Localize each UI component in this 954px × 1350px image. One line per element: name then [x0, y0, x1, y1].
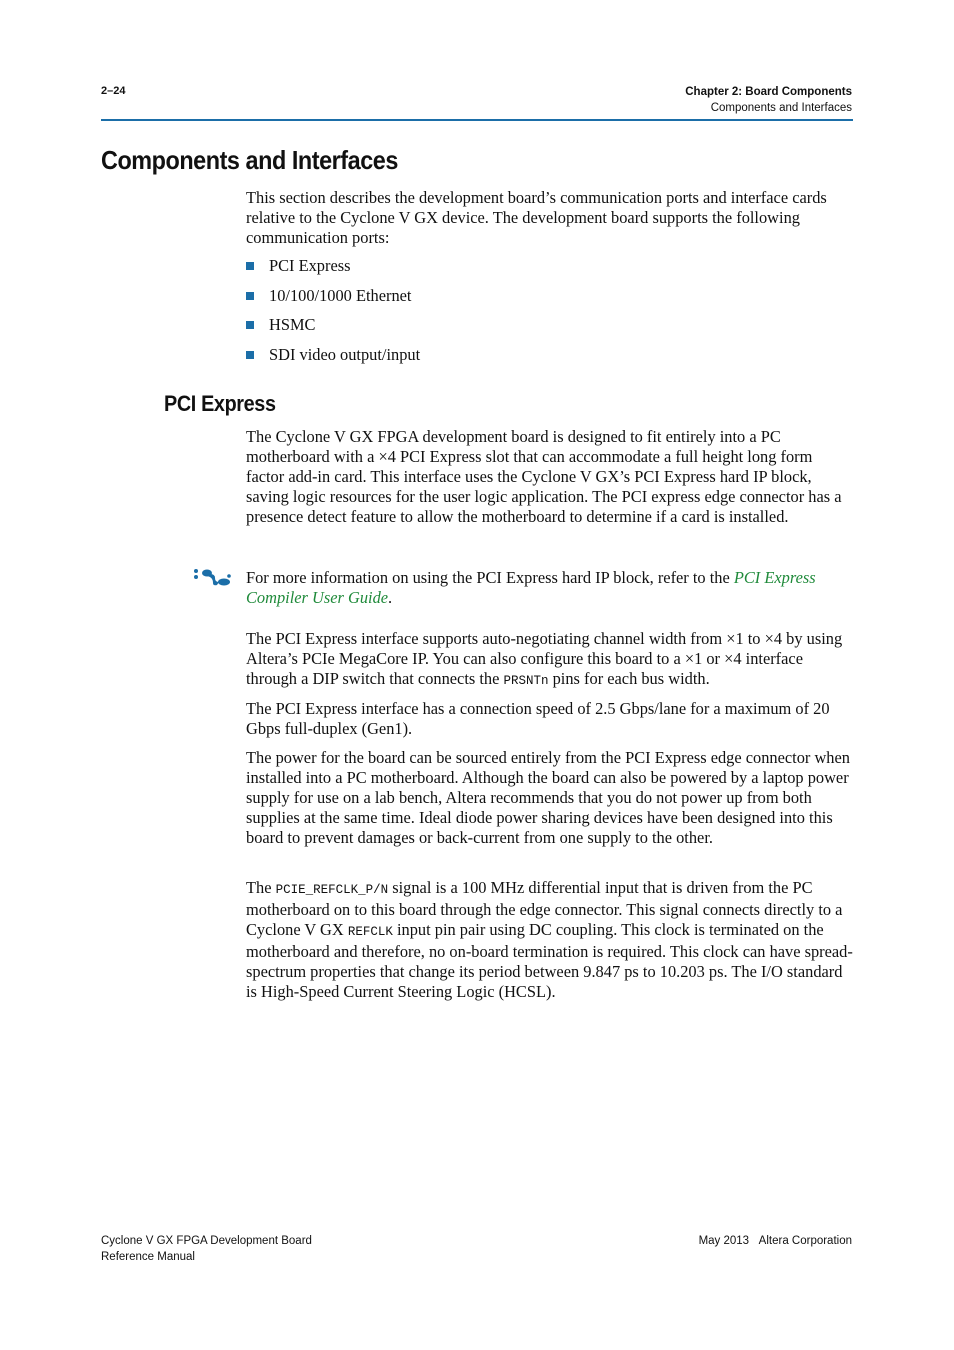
page-number: 2–24 [101, 85, 126, 97]
signal-name: PCIE_REFCLK_P/N [275, 883, 389, 897]
subsection-title: PCI Express [164, 391, 276, 416]
header-rule [101, 119, 853, 121]
pcie-paragraph-4: The power for the board can be sourced entirely from the PCI Express edge connector when installed into a PC motherboard. Although the board can also be powered by a laptop power supply for use on a lab bench, Altera recommends that you do not power up from both supplies at the same time. Ideal diode power sharing devices have been designed into this board to prevent damages or back-current from one supply to the other. [246, 748, 850, 847]
bullet-square-icon [246, 262, 254, 270]
pcie-paragraph-1: The Cyclone V GX FPGA development board is designed to fit entirely into a PC motherboard with a ×4 PCI Express slot that can accommodate a full height long form factor add-in card. This interface uses the Cyclone V GX’s PCI Express hard IP block, saving logic resources for the user logic application. The PCI express edge connector has a presence detect feature to allow the motherboard to determine if a card is installed. [246, 427, 842, 526]
bullet-square-icon [246, 351, 254, 359]
list-item: HSMC [246, 315, 420, 345]
section-title: Components and Interfaces [101, 145, 398, 175]
section-name: Components and Interfaces [710, 102, 852, 114]
list-item: 10/100/1000 Ethernet [246, 286, 420, 316]
ports-list [246, 256, 420, 375]
signal-name: PRSNTn [503, 674, 549, 688]
company-name: Altera Corporation [758, 1235, 852, 1247]
signal-name: REFCLK [347, 925, 393, 939]
pcie-paragraph-2: The PCI Express interface supports auto-negotiating channel width from ×1 to ×4 by using Altera’s PCIe MegaCore IP. You can also configure this board to a ×1 or ×4 interface through a DIP switch that connects the PRSNTn pins for each bus width. [246, 629, 843, 688]
bullet-square-icon [246, 292, 254, 300]
publication-date: May 2013 [698, 1235, 750, 1247]
list-item: PCI Express [246, 256, 420, 286]
document-type: Reference Manual [101, 1251, 195, 1263]
pcie-paragraph-3: The PCI Express interface has a connection speed of 2.5 Gbps/lane for a maximum of 20 Gbps full-duplex (Gen1). [246, 699, 830, 738]
list-item: SDI video output/input [246, 345, 420, 375]
intro-paragraph: This section describes the development board’s communication ports and interface cards relative to the Cyclone V GX device. The development board supports the following communication ports: [246, 188, 827, 247]
chapter-title: Chapter 2: Board Components [685, 86, 852, 98]
running-header [685, 84, 852, 116]
pcie-paragraph-5: The PCIE_REFCLK_P/N signal is a 100 MHz differential input that is driven from the PC motherboard on to this board through the edge connector. This signal connects directly to a Cyclone V GX REFCLK input pin pair using DC coupling. This clock is terminated on the motherboard and therefore, no on-board termination is required. This clock can have spread-spectrum properties that change its period between 9.847 ps to 10.203 ps. The I/O standard is High-Speed Current Steering Logic (HCSL). [246, 878, 853, 1001]
footer-left [101, 1233, 312, 1265]
bullet-square-icon [246, 321, 254, 329]
footer-right [699, 1233, 852, 1249]
document-title: Cyclone V GX FPGA Development Board [101, 1235, 312, 1247]
user-guide-link[interactable]: PCI Express Compiler User Guide [246, 568, 816, 607]
footprint-note-icon [193, 568, 233, 588]
note-paragraph: For more information on using the PCI Express hard IP block, refer to the PCI Express Compiler User Guide. [246, 568, 816, 607]
